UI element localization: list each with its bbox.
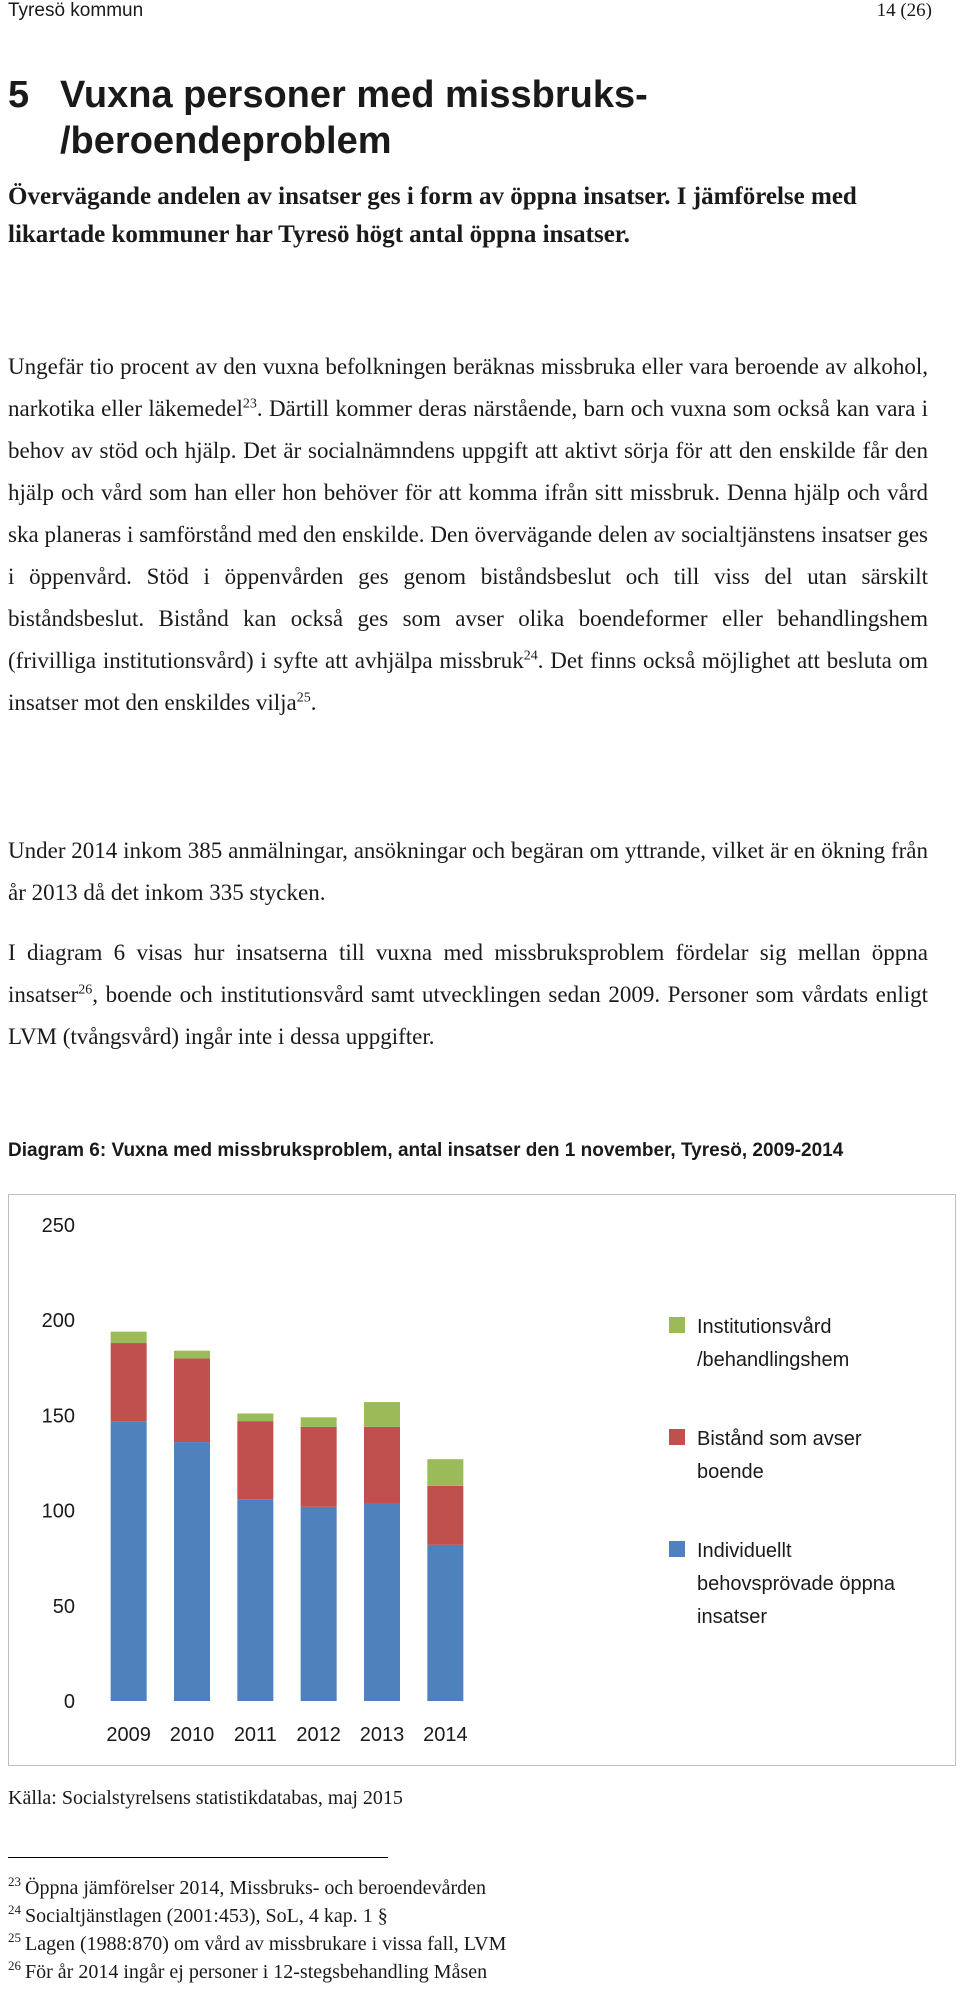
paragraph-3-part-a: I diagram 6 visas hur insatserna till vuxna med missbruksproblem fördelar sig mellan öppna insatser (8, 940, 928, 1007)
paragraph-1 (8, 346, 928, 724)
paragraph-1-part-c: . Det finns också möjlighet att besluta om insatser mot den enskildes vilja (8, 648, 928, 715)
footnote-number: 25 (8, 1930, 21, 1946)
x-tick-label: 2014 (423, 1724, 468, 1746)
legend-label: behovsprövade öppna (697, 1573, 895, 1595)
bar-segment (301, 1427, 337, 1507)
source-note: Källa: Socialstyrelsens statistikdatabas, maj 2015 (8, 1787, 403, 1809)
footnote-23 (8, 1874, 486, 1902)
footnote-number: 24 (8, 1902, 21, 1918)
bar-segment (237, 1413, 273, 1421)
lead-text: Övervägande andelen av insatser ges i form av öppna insatser. I jämförelse med likartade kommuner har Tyresö högt antal öppna insatser. (8, 183, 857, 248)
footnote-number: 23 (8, 1874, 21, 1890)
y-tick-label: 150 (41, 1405, 75, 1428)
y-tick-label: 100 (41, 1500, 75, 1523)
y-tick-label: 0 (63, 1691, 75, 1713)
paragraph-1-part-a: Ungefär tio procent av den vuxna befolkningen beräknas missbruka eller vara beroende av alkohol, narkotika eller läkemedel (8, 354, 928, 421)
footnote-text: För år 2014 ingår ej personer i 12-stegsbehandling Måsen (25, 1961, 488, 1983)
legend-label: Institutionsvård (697, 1316, 832, 1338)
y-tick-label: 50 (52, 1595, 75, 1618)
footnote-number: 26 (8, 1958, 21, 1974)
bar-segment (111, 1332, 147, 1343)
bar-segment (301, 1417, 337, 1427)
footnote-text: Öppna jämförelser 2014, Missbruks- och beroendevården (25, 1877, 486, 1899)
legend-label: /behandlingshem (697, 1349, 850, 1371)
legend-swatch (669, 1429, 685, 1445)
legend-label: insatser (697, 1606, 768, 1628)
bar-segment (427, 1459, 463, 1486)
footnote-ref-24: 24 (523, 648, 538, 664)
legend-label: boende (697, 1461, 764, 1483)
x-tick-label: 2010 (169, 1724, 215, 1746)
chapter-title-line1: Vuxna personer med missbruks- (60, 74, 648, 116)
paragraph-3 (8, 932, 928, 1058)
footnote-25 (8, 1930, 506, 1958)
paragraph-2: Under 2014 inkom 385 anmälningar, ansökningar och begäran om yttrande, vilket är en ökning från år 2013 då det inkom 335 stycken. (8, 838, 928, 905)
x-tick-label: 2012 (296, 1724, 341, 1746)
y-tick-label: 200 (41, 1310, 75, 1333)
x-tick-label: 2011 (233, 1724, 277, 1746)
legend-swatch (669, 1317, 685, 1333)
bar-segment (364, 1427, 400, 1503)
bar-segment (237, 1499, 273, 1701)
legend-label: Bistånd som avser (697, 1428, 862, 1450)
bar-segment (174, 1442, 210, 1701)
footnote-divider (8, 1857, 388, 1858)
bar-segment (364, 1402, 400, 1427)
bar-segment (237, 1421, 273, 1499)
y-tick-label: 250 (41, 1215, 75, 1237)
bar-segment (301, 1507, 337, 1701)
footnote-24 (8, 1902, 388, 1930)
footnote-ref-26: 26 (78, 982, 93, 998)
bar-segment (111, 1343, 147, 1421)
x-tick-label: 2009 (106, 1724, 151, 1746)
legend-swatch (669, 1541, 685, 1557)
stacked-bar-chart (9, 1195, 955, 1765)
footnote-ref-25: 25 (296, 690, 311, 706)
footnote-26 (8, 1958, 487, 1986)
header-municipality: Tyresö kommun (8, 0, 144, 21)
chapter-title (8, 72, 908, 164)
paragraph-1-part-d: . (310, 690, 317, 715)
diagram-caption: Diagram 6: Vuxna med missbruksproblem, antal insatser den 1 november, Tyresö, 2009-2014 (8, 1140, 844, 1161)
legend-label: Individuellt (697, 1540, 792, 1562)
chapter-number: 5 (8, 74, 30, 116)
bar-segment (174, 1351, 210, 1359)
bar-segment (111, 1421, 147, 1701)
bar-segment (427, 1486, 463, 1545)
page-number: 14 (26) (876, 0, 932, 21)
footnote-ref-23: 23 (242, 396, 257, 412)
chapter-title-line2: /beroendeproblem (60, 120, 392, 162)
footnote-text: Lagen (1988:870) om vård av missbrukare i vissa fall, LVM (25, 1933, 507, 1955)
footnote-text: Socialtjänstlagen (2001:453), SoL, 4 kap. 1 § (25, 1905, 388, 1927)
paragraph-1-part-b: . Därtill kommer deras närstående, barn och vuxna som också kan vara i behov av stöd och hjälp. Det är socialnämndens uppgift att aktivt sörja för att den enskilde får den hjälp och vård som han eller hon behöver för att komma ifrån sitt missbruk. Denna hjälp och vård ska planeras i samförstånd med den enskilde. Den övervägande delen av socialtjänstens insatser ges i öppenvård. Stöd i öppenvården ges genom biståndsbeslut och till viss del utan särskilt biståndsbeslut. Bistånd kan också ges som avser olika boendeformer eller behandlingshem (frivilliga institutionsvård) i syfte att avhjälpa missbruk (8, 396, 929, 673)
bar-segment (174, 1358, 210, 1442)
chart-frame (8, 1194, 956, 1766)
bar-segment (427, 1545, 463, 1701)
paragraph-3-part-b: , boende och institutionsvård samt utvecklingen sedan 2009. Personer som vårdats enligt LVM (tvångsvård) ingår inte i dessa uppgifter. (8, 982, 928, 1049)
bar-segment (364, 1503, 400, 1701)
x-tick-label: 2013 (359, 1724, 405, 1746)
